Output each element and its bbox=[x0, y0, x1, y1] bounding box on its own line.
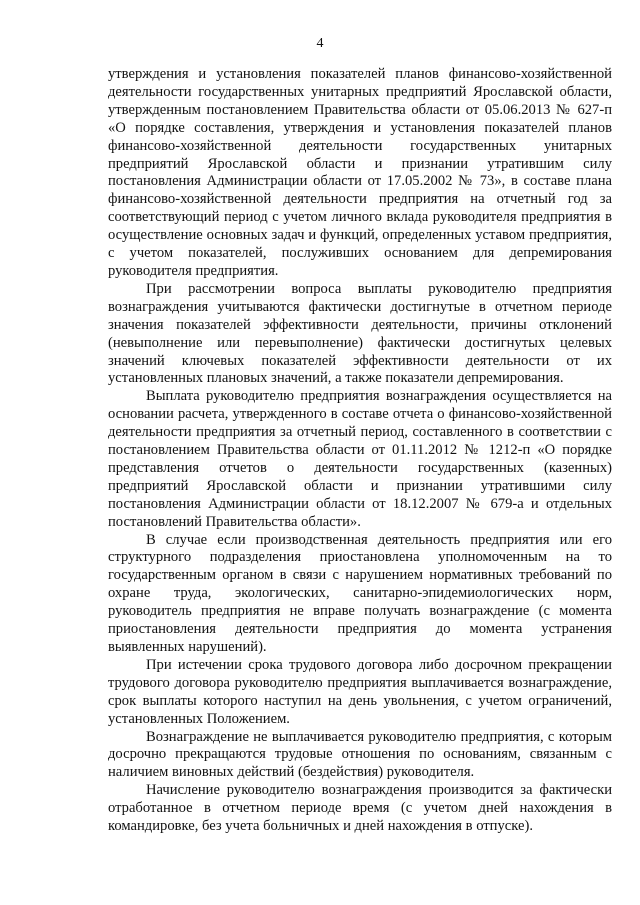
paragraph-accrual: Начисление руководителю вознаграждения производится за фактически отработанное в отчетном периоде время (с учетом дней нахождения в командировке, без учета больничных и дней нахождения в отпуске). bbox=[108, 782, 612, 835]
page-number: 4 bbox=[316, 36, 324, 51]
paragraph-review-criteria: При рассмотрении вопроса выплаты руководителю предприятия вознаграждения учитываются фактически достигнутые в отчетном периоде значения показателей эффективности деятельности, причины отклонений (невыполнение или перевыполнение) фактически достигнутых целевых значений ключевых показателей эффективности деятельности от их установленных плановых значений, а также показатели депремирования. bbox=[108, 280, 612, 387]
paragraph-payment-basis: Выплата руководителю предприятия вознаграждения осуществляется на основании расчета, утвержденного в составе отчета о финансово-хозяйственной деятельности предприятия за отчетный период, составленного в соответствии с постановлением Правительства области от 01.11.2012 № 1212-п «О порядке представления отчетов о деятельности государственных (казенных) предприятий Ярославской области и признании утратившими силу постановления Администрации области от 18.12.2007 № 679-а и отдельных постановлений Правительства области». bbox=[108, 388, 612, 530]
paragraph-contract-expiry: При истечении срока трудового договора либо досрочном прекращении трудового договора руководителю предприятия выплачивается вознаграждение, срок выплаты которого наступил на день увольнения, с учетом ограничений, установленных Положением. bbox=[108, 656, 612, 727]
document-body bbox=[108, 66, 612, 836]
paragraph-continuation: утверждения и установления показателей планов финансово-хозяйственной деятельности государственных унитарных предприятий Ярославской области, утвержденным постановлением Правительства области от 05.06.2013 № 627-п «О порядке составления, утверждения и установления показателей планов финансово-хозяйственной деятельности государственных унитарных предприятий Ярославской области и признании утратившим силу постановления Администрации области от 17.05.2002 № 73», в составе плана финансово-хозяйственной деятельности предприятия на отчетный год за соответствующий период с учетом личного вклада руководителя предприятия в осуществление основных задач и функций, определенных уставом предприятия, с учетом показателей, послуживших основанием для депремирования руководителя предприятия. bbox=[108, 66, 612, 279]
paragraph-suspension: В случае если производственная деятельность предприятия или его структурного подразделения приостановлена уполномоченным на то государственным органом в связи с нарушением нормативных требований по охране труда, экологических, санитарно-эпидемиологических норм, руководитель предприятия не вправе получать вознаграждение (с момента приостановления деятельности предприятия до момента устранения выявленных нарушений). bbox=[108, 531, 612, 655]
paragraph-no-payment: Вознаграждение не выплачивается руководителю предприятия, с которым досрочно прекращаются трудовые отношения по основаниям, связанным с наличием виновных действий (бездействия) руководителя. bbox=[108, 728, 612, 781]
